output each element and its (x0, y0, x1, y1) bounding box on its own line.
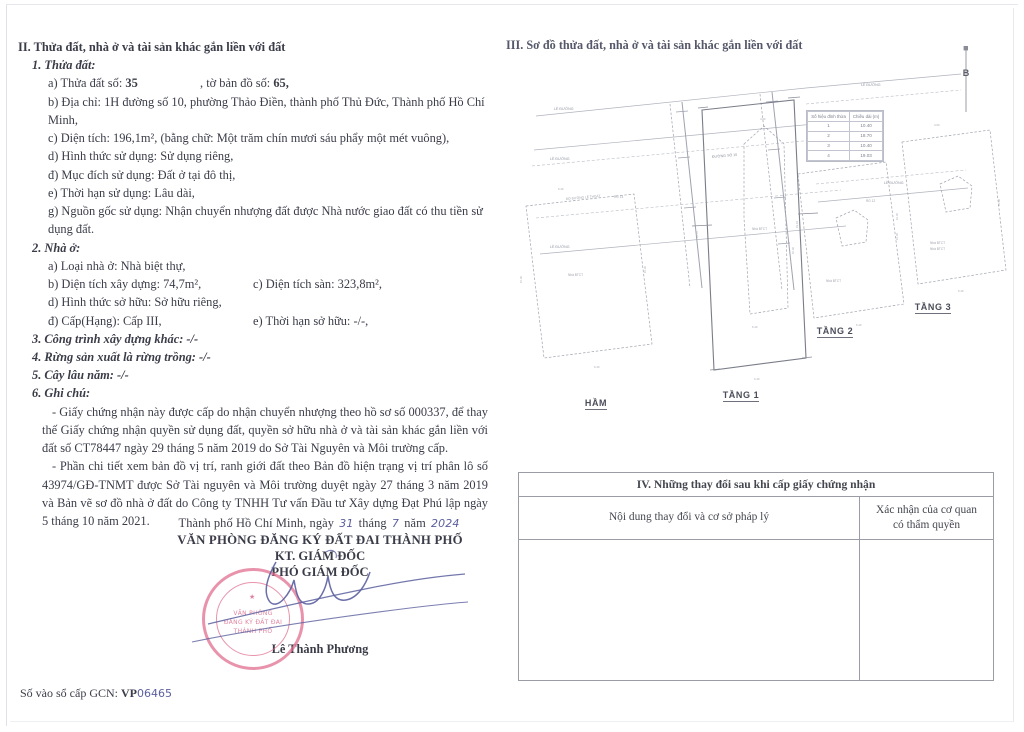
svg-text:6.40: 6.40 (752, 325, 758, 329)
gcn-record-number (20, 686, 172, 701)
signature-year: 2024 (431, 517, 460, 530)
map-sheet-label: , tờ bản đồ số: (200, 76, 271, 91)
subsection-2-heading: 2. Nhà ở: (32, 240, 81, 255)
usage-form-line: d) Hình thức sử dụng: Sử dụng riêng, (48, 149, 234, 164)
svg-text:18.70: 18.70 (695, 231, 699, 238)
vertex-id: 3 (808, 141, 850, 151)
ownership-form-line: d) Hình thức sở hữu: Sở hữu riêng, (48, 295, 222, 310)
vertex-table-row (808, 121, 883, 131)
usage-term-line: e) Thời hạn sử dụng: Lâu dài, (48, 185, 195, 200)
svg-text:19.03: 19.03 (795, 221, 799, 228)
signature-month-label: tháng (358, 516, 387, 530)
notes-body (42, 403, 488, 531)
building-note-tang-3-1: Nhà BTCT (930, 241, 946, 245)
address-line: b) Địa chỉ: 1H đường số 10, phường Thảo Điền, thành phố Thủ Đức, Thành phố Hồ Chí (48, 94, 485, 109)
floor-caption-tang-1: TẦNG 1 (722, 390, 760, 400)
confirm-line-1: Xác nhận của cơ quan (876, 504, 977, 516)
floor-plan-tang-3 (895, 123, 1006, 293)
svg-text:10.40: 10.40 (997, 199, 1001, 206)
svg-text:6.40: 6.40 (958, 289, 964, 293)
subsection-4: 4. Rừng sản xuất là rừng trồng: -/- (32, 349, 211, 364)
signature-place: Thành phố Hồ Chí Minh, ngày (178, 516, 335, 530)
area-line: c) Diện tích: 196,1m², (bằng chữ: Một trăm chín mươi sáu phẩy một mét vuông), (48, 131, 450, 146)
street-label-le-duong-3: LỀ ĐƯỜNG (550, 245, 570, 249)
signatory-title: PHÓ GIÁM ĐỐC (271, 565, 369, 579)
svg-text:10.40: 10.40 (643, 266, 647, 273)
house-area-row (48, 275, 488, 293)
floor-plan-ham (519, 187, 652, 369)
vertex-table-header-0: Số hiệu đỉnh thửa (808, 112, 850, 122)
building-note-tang-3-2: Nhà BTCT (930, 247, 946, 251)
issuing-office: VĂN PHÒNG ĐĂNG KÝ ĐẤT ĐAI THÀNH PHỐ (177, 533, 463, 547)
vertex-length: 18.70 (850, 131, 883, 141)
building-note-tang-1: Nhà BTCT (752, 227, 768, 231)
vertex-table-row (808, 151, 883, 161)
section-4-changes-table (518, 472, 994, 681)
parcel-code-rg-12: RG 12 (866, 199, 876, 203)
section-4-col-content: Nội dung thay đổi và cơ sở pháp lý (519, 497, 860, 540)
signature-day: 31 (339, 517, 354, 530)
usage-origin-line-cont: dụng đất. (48, 222, 95, 237)
address-line-cont: Minh, (48, 112, 78, 127)
street-label-bo-duong: BỜ ĐƯỜNG LỆ THOÁT (565, 193, 601, 201)
floor-plan-tang-1 (692, 97, 818, 381)
svg-text:4.60: 4.60 (934, 123, 940, 127)
cadastral-drawing (506, 58, 1011, 443)
vertex-length: 10.40 (850, 121, 883, 131)
svg-text:10.40: 10.40 (519, 276, 523, 283)
signatory-kt: KT. GIÁM ĐỐC (274, 549, 366, 563)
section-4-title-row (519, 473, 994, 497)
signature-year-label: năm (404, 516, 426, 530)
floor-caption-tang-3: TẦNG 3 (914, 302, 952, 312)
svg-text:4.60: 4.60 (760, 117, 766, 121)
gcn-prefix: VP (121, 686, 137, 700)
ownership-term: e) Thời hạn sở hữu: -/-, (253, 313, 369, 328)
street-label-duong-so-10: ĐƯỜNG SỐ 10 (711, 152, 738, 159)
building-note-tang-2: Nhà BTCT (826, 279, 842, 283)
section-4-confirm-cell[interactable] (860, 539, 994, 680)
parcel-number-line (48, 74, 488, 92)
seal-star-icon: ★ (249, 593, 256, 601)
usage-origin-line: g) Nguồn gốc sử dụng: Nhận chuyển nhượng đất được Nhà nước giao đất có thu tiền sử (48, 204, 483, 219)
house-grade-row (48, 312, 488, 330)
section-4-content-cell[interactable] (519, 539, 860, 680)
vertex-table-header-1: Chiều dài (m) (850, 112, 883, 122)
map-sheet-value: 65, (273, 76, 289, 91)
construction-area: b) Diện tích xây dựng: 74,7m², (48, 277, 202, 292)
section-3-heading: III. Sơ đồ thửa đất, nhà ở và tài sản khác gắn liền với đất (506, 38, 803, 52)
house-grade: đ) Cấp(Hạng): Cấp III, (48, 313, 162, 328)
section-2-land-and-house (18, 38, 488, 530)
vertex-table-row (808, 141, 883, 151)
section-4-empty-row (519, 539, 994, 680)
svg-text:6.40: 6.40 (856, 323, 862, 327)
street-label-le-duong-2: LỀ ĐƯỜNG (550, 157, 570, 161)
floor-area: c) Diện tích sàn: 323,8m², (253, 277, 382, 292)
confirm-line-2: có thẩm quyền (892, 518, 961, 531)
vertex-id: 1 (808, 121, 850, 131)
street-label-le-duong-1: LỀ ĐƯỜNG (554, 107, 574, 111)
seal-line-2: ĐĂNG KÝ ĐẤT ĐAI (223, 619, 283, 626)
signatory-name: Lê Thành Phương (271, 642, 369, 656)
subsection-5: 5. Cây lâu năm: -/- (32, 368, 129, 383)
parcel-number-label: a) Thửa đất số: (48, 76, 123, 91)
note-item-1: - Giấy chứng nhận này được cấp do nhận chuyển nhượng theo hồ sơ số 000337, để thay thế Giấy chứng nhận quyền sử dụng đất, quyền sở hữu nhà ở và tài sản khác gắn liền với đất số CT78447 ngày 29 tháng 5 năm 2019 do Sở Tài Nguyên và Môi trường cấp. (42, 404, 488, 456)
building-note-ham: Nhà BTCT (568, 273, 584, 277)
section-3-diagram-area (506, 38, 1006, 53)
street-map (532, 74, 968, 290)
vertex-table-header-row (808, 112, 883, 122)
section-4-col-confirmation (860, 497, 994, 540)
gcn-label: Số vào sổ cấp GCN: (20, 686, 118, 700)
subsection-1-heading: 1. Thửa đất: (32, 58, 96, 73)
section-4-header-row (519, 497, 994, 540)
street-label-le-duong-4: LỀ ĐƯỜNG (861, 83, 881, 87)
section-4-title: IV. Những thay đổi sau khi cấp giấy chứng nhận (519, 473, 994, 497)
vertex-id: 4 (808, 151, 850, 161)
street-label-le-duong-5: LỀ ĐƯỜNG (884, 181, 904, 185)
floor-caption-ham: HẦM (584, 398, 608, 408)
parcel-code-rg-14: RG 14 (614, 195, 624, 199)
gcn-handwritten-number: 06465 (137, 687, 172, 700)
svg-text:10.40: 10.40 (895, 233, 899, 240)
vertex-table-row (808, 131, 883, 141)
handwritten-signature (180, 546, 470, 656)
subsection-6-heading: 6. Ghi chú: (32, 386, 91, 401)
signature-block (140, 516, 500, 657)
floor-caption-tang-2: TẦNG 2 (816, 326, 854, 336)
vertex-length: 10.40 (850, 141, 883, 151)
svg-text:6.40: 6.40 (594, 365, 600, 369)
signature-month: 7 (391, 517, 399, 530)
north-label: B (962, 68, 970, 78)
section-2-heading: II. Thửa đất, nhà ở và tài sản khác gắn liền với đất (18, 40, 286, 54)
svg-text:10.40: 10.40 (895, 213, 899, 220)
svg-text:10.40: 10.40 (791, 247, 795, 254)
svg-text:6.40: 6.40 (754, 377, 760, 381)
svg-text:6.40: 6.40 (558, 187, 564, 191)
seal-line-1: VĂN PHÒNG (233, 610, 273, 617)
usage-purpose-line: đ) Mục đích sử dụng: Đất ở tại đô thị, (48, 167, 236, 182)
note-item-2: - Phần chi tiết xem bản đồ vị trí, ranh giới đất theo Bản đồ hiện trạng vị trí phân lô số 43974/GĐ-TNMT được Sở Tài nguyên và Môi trường duyệt ngày 27 tháng 3 năm 2019 và Bản vẽ sơ đồ nhà ở đất do Công ty TNHH Tư vấn Đầu tư Xây dựng Đạt Phú lập ngày 5 tháng 10 năm 2021. (42, 459, 488, 529)
parcel-number-value: 35 (125, 76, 138, 91)
seal-line-3: THÀNH PHỐ (233, 628, 273, 635)
vertex-length: 19.03 (850, 151, 883, 161)
house-type-line: a) Loại nhà ở: Nhà biệt thự, (48, 258, 186, 273)
vertex-length-table (806, 110, 884, 162)
vertex-id: 2 (808, 131, 850, 141)
signature-date-line (140, 516, 500, 531)
subsection-3: 3. Công trình xây dựng khác: -/- (32, 331, 199, 346)
